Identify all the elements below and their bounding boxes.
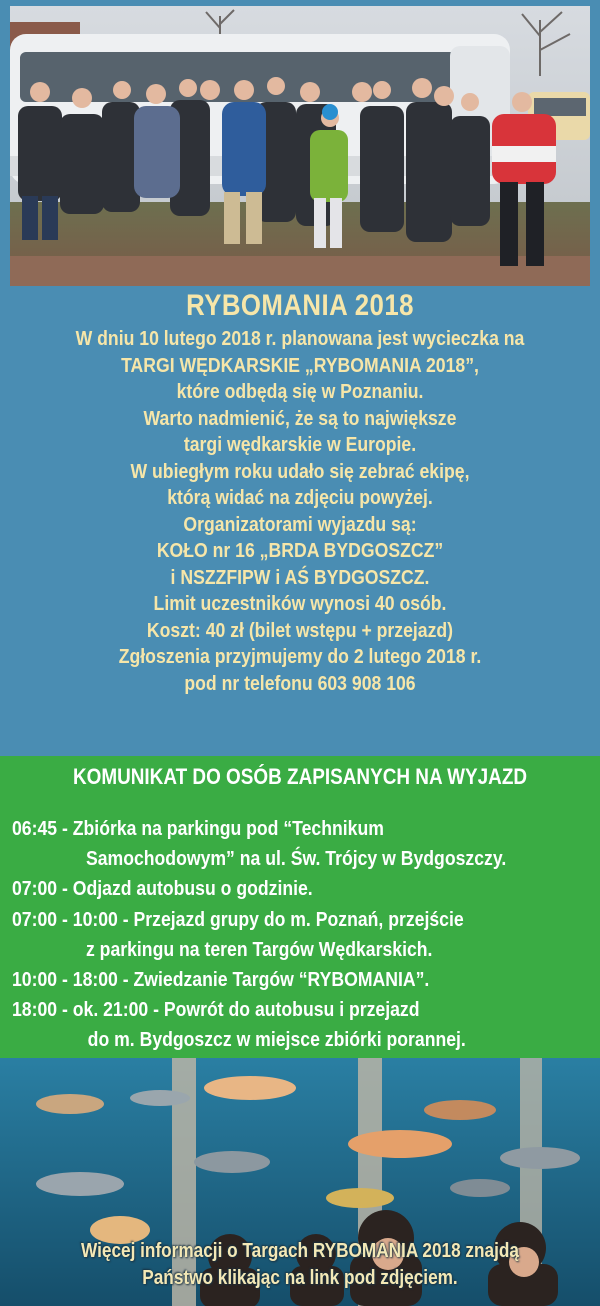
info-line: którą widać na zdjęciu powyżej. — [167, 486, 433, 509]
trip-info-text — [0, 288, 600, 697]
info-line: Zgłoszenia przyjmujemy do 2 lutego 2018 r. — [118, 645, 482, 668]
more-info-caption — [0, 1238, 600, 1292]
schedule-list — [12, 814, 592, 1056]
schedule-item: 18:00 - ok. 21:00 - Powrót do autobusu i przejazd — [12, 998, 420, 1022]
info-line: Organizatorami wyjazdu są: — [183, 512, 417, 536]
info-line: i NSZZFIPW i AŚ BYDGOSZCZ. — [170, 565, 430, 589]
info-line: Limit uczestników wynosi 40 osób. — [153, 592, 447, 615]
phone-number-line: pod nr telefonu 603 908 106 — [184, 671, 416, 695]
group-photo — [10, 6, 590, 286]
more-info-line-2: Państwo klikając na link pod zdjęciem. — [142, 1267, 458, 1289]
schedule-item: 06:45 - Zbiórka na parkingu pod “Technikum — [12, 817, 384, 840]
more-info-line-1: Więcej informacji o Targach RYBOMANIA 2018 znajdą — [81, 1240, 519, 1262]
info-line: Koszt: 40 zł (bilet wstępu + przejazd) — [146, 618, 454, 642]
schedule-item-continued: do m. Bydgoszcz w miejsce zbiórki porannej. — [87, 1028, 466, 1052]
trip-description — [0, 326, 600, 697]
info-line: Warto nadmienić, że są to największe — [143, 406, 457, 430]
schedule-item: 07:00 - Odjazd autobusu o godzinie. — [12, 877, 313, 901]
info-line: które odbędą się w Poznaniu. — [176, 380, 424, 403]
aquarium-photo-section[interactable] — [0, 1058, 600, 1306]
info-line: targi wędkarskie w Europie. — [183, 433, 417, 456]
info-line: KOŁO nr 16 „BRDA BYDGOSZCZ” — [156, 539, 444, 562]
trip-title: RYBOMANIA 2018 — [186, 289, 414, 322]
schedule-item: 10:00 - 18:00 - Zwiedzanie Targów “RYBOMANIA”. — [12, 968, 430, 992]
info-line: TARGI WĘDKARSKIE „RYBOMANIA 2018”, — [121, 353, 479, 377]
info-line: W ubiegłym roku udało się zebrać ekipę, — [130, 459, 470, 483]
communique-title: KOMUNIKAT DO OSÓB ZAPISANYCH NA WYJAZD — [72, 764, 528, 789]
communique-section — [0, 756, 600, 1058]
schedule-item-continued: z parkingu na teren Targów Wędkarskich. — [85, 937, 433, 961]
schedule-item-continued: Samochodowym” na ul. Św. Trójcy w Bydgoszczy. — [85, 847, 507, 871]
info-line: W dniu 10 lutego 2018 r. planowana jest wycieczka na — [75, 327, 525, 350]
schedule-item: 07:00 - 10:00 - Przejazd grupy do m. Poznań, przejście — [12, 907, 464, 931]
